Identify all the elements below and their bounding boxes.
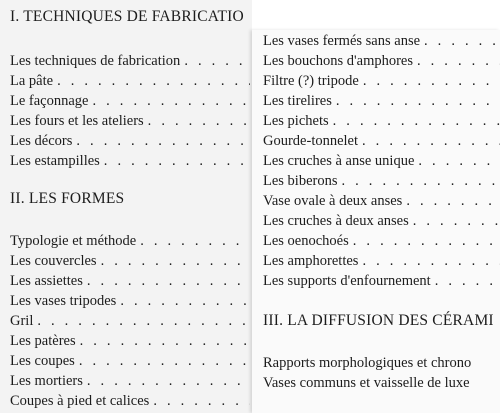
toc-entry <box>263 92 500 110</box>
dot-leader <box>363 72 500 90</box>
dot-leader <box>104 152 250 170</box>
section-heading-diffusion: III. LA DIFFUSION DES CÉRAMI <box>263 312 494 329</box>
toc-entry <box>10 392 250 410</box>
toc-entry-label: Les coupes <box>10 353 75 369</box>
toc-entry <box>10 272 250 290</box>
toc-entry <box>10 312 250 330</box>
dot-leader <box>406 192 500 210</box>
toc-entry <box>10 132 250 150</box>
dot-leader <box>79 352 250 370</box>
toc-entry-label: Rapports morphologiques et chrono <box>263 355 472 371</box>
toc-entry <box>263 272 500 290</box>
toc-entry <box>10 232 250 250</box>
toc-entry-label: Les bouchons d'amphores <box>263 53 413 69</box>
dot-leader <box>333 112 500 130</box>
toc-entry <box>263 252 500 270</box>
toc-entry-label: Les décors <box>10 133 73 149</box>
dot-leader <box>87 272 250 290</box>
dot-leader <box>57 72 250 90</box>
toc-entry-label: Les vases tripodes <box>10 293 117 309</box>
dot-leader <box>148 112 250 130</box>
toc-entry-label: Filtre (?) tripode <box>263 73 359 89</box>
toc-entry-label: Typologie et méthode <box>10 233 137 249</box>
toc-entry-label: Les cruches à deux anses <box>263 213 409 229</box>
dot-leader <box>140 232 250 250</box>
toc-entry-label: Le façonnage <box>10 93 89 109</box>
toc-entry-label: Les mortiers <box>10 373 83 389</box>
toc-entry <box>10 72 250 90</box>
dot-leader <box>37 312 250 330</box>
toc-entry <box>263 192 500 210</box>
toc-entry <box>263 152 500 170</box>
toc-entry <box>10 332 250 350</box>
dot-leader <box>417 52 500 70</box>
section-heading-formes: II. LES FORMES <box>10 190 125 207</box>
toc-entry <box>263 212 500 230</box>
dot-leader <box>336 92 500 110</box>
toc-entry-label: Les techniques de fabrication <box>10 53 181 69</box>
toc-entry <box>10 252 250 270</box>
toc-entry <box>263 172 500 190</box>
dot-leader <box>353 232 500 250</box>
toc-entry-label: Les amphorettes <box>263 253 359 269</box>
toc-entry-label: Les assiettes <box>10 273 83 289</box>
dot-leader <box>418 152 500 170</box>
toc-entry-label: Vase ovale à deux anses <box>263 193 403 209</box>
right-page <box>252 30 500 413</box>
toc-entry-label: Les oenochoés <box>263 233 349 249</box>
toc-entry <box>263 232 500 250</box>
dot-leader <box>435 272 500 290</box>
dot-leader <box>413 212 500 230</box>
toc-entry <box>10 292 250 310</box>
dot-leader <box>93 92 251 110</box>
toc-entry-label: Les biberons <box>263 173 338 189</box>
toc-entry <box>10 352 250 370</box>
dot-leader <box>362 252 500 270</box>
toc-entry <box>263 354 500 372</box>
dot-leader <box>153 392 250 410</box>
dot-leader <box>362 132 500 150</box>
toc-entry <box>10 372 250 390</box>
toc-entry-label: Les patères <box>10 333 76 349</box>
toc-entry-label: Gourde-tonnelet <box>263 133 359 149</box>
toc-entry-label: Les fours et les ateliers <box>10 113 144 129</box>
dot-leader <box>76 132 250 150</box>
toc-entry <box>10 152 250 170</box>
toc-entry-label: Les estampilles <box>10 153 100 169</box>
toc-entry-label: Les supports d'enfournement <box>263 273 431 289</box>
toc-entry-label: Vases communs et vaisselle de luxe <box>263 375 470 391</box>
dot-leader <box>184 52 250 70</box>
toc-entry-label: Les couvercles <box>10 253 97 269</box>
toc-entry-label: Les cruches à anse unique <box>263 153 415 169</box>
toc-entry-label: Coupes à pied et calices <box>10 393 150 409</box>
toc-entry <box>10 52 250 70</box>
section-heading-techniques: I. TECHNIQUES DE FABRICATIO <box>10 8 244 25</box>
dot-leader <box>80 332 250 350</box>
toc-entry <box>263 112 500 130</box>
dot-leader <box>342 172 500 190</box>
dot-leader <box>87 372 250 390</box>
toc-entry-label: La pâte <box>10 73 54 89</box>
toc-entry-label: Les tirelires <box>263 93 332 109</box>
toc-entry <box>263 52 500 70</box>
toc-entry <box>10 92 250 110</box>
toc-entry <box>263 132 500 150</box>
toc-entry <box>263 72 500 90</box>
toc-entry-label: Les vases fermés sans anse <box>263 33 421 49</box>
toc-entry-label: Les pichets <box>263 113 329 129</box>
dot-leader <box>101 252 250 270</box>
toc-entry <box>263 374 500 392</box>
dot-leader <box>120 292 250 310</box>
toc-entry <box>263 32 500 50</box>
toc-entry-label: Gril <box>10 313 34 329</box>
toc-entry <box>10 112 250 130</box>
dot-leader <box>424 32 500 50</box>
